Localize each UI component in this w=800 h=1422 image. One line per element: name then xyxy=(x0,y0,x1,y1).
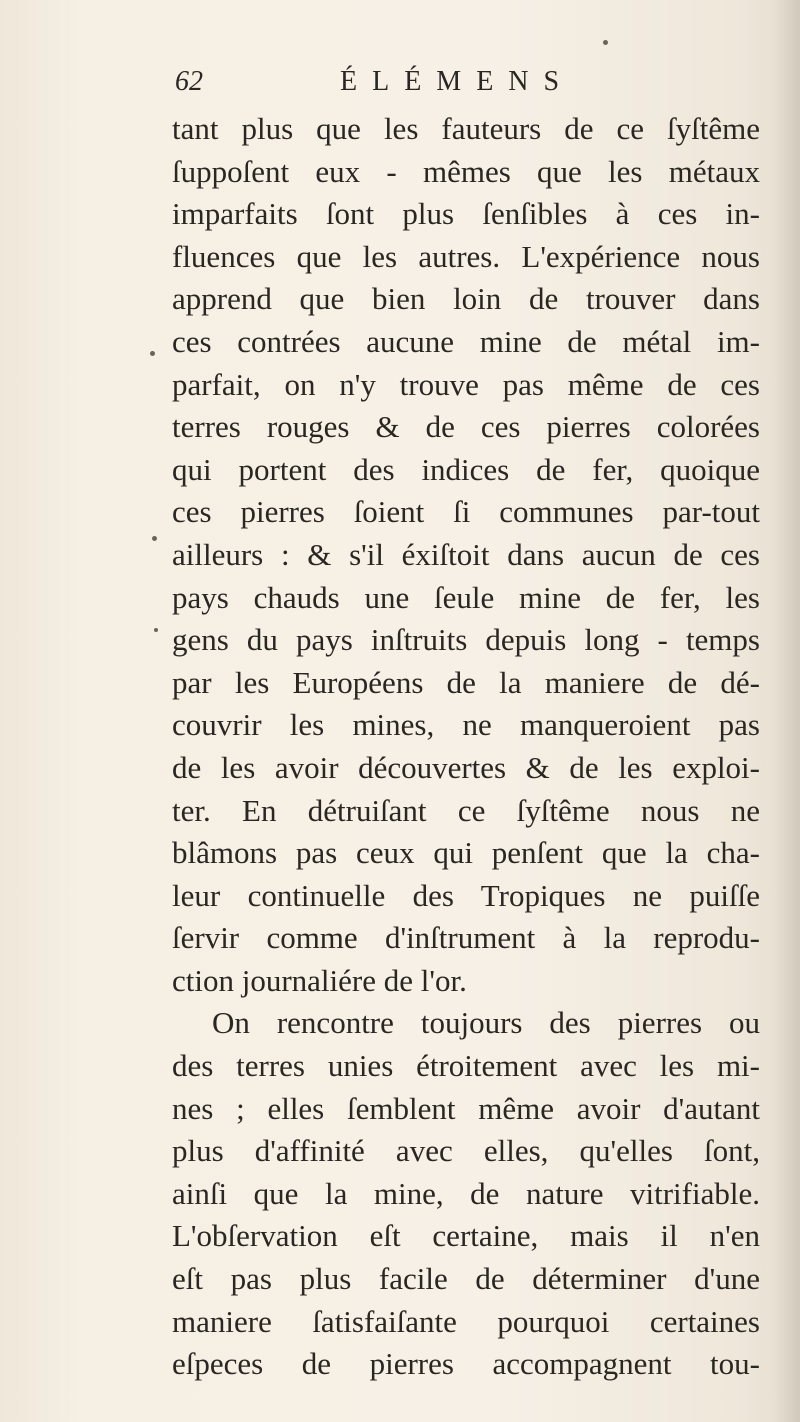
body-text xyxy=(172,108,760,1386)
page-header xyxy=(175,66,615,106)
text-line: des terres unies étroitement avec les mi- xyxy=(172,1048,760,1084)
text-line: qui portent des indices de fer, quoique xyxy=(172,451,760,487)
margin-mark xyxy=(603,40,608,45)
text-line: fluences que les autres. L'expérience nous xyxy=(172,238,760,274)
text-line: gens du pays inſtruits depuis long - temps xyxy=(172,622,760,658)
text-line: ter. En détruiſant ce ſyſtême nous ne xyxy=(172,792,760,828)
margin-mark xyxy=(152,536,157,541)
paragraph-end-line: ction journaliére de l'or. xyxy=(172,962,467,998)
text-line: plus d'affinité avec elles, qu'elles ſont, xyxy=(172,1133,760,1169)
text-line: nes ; elles ſemblent même avoir d'autant xyxy=(172,1090,760,1126)
text-line: pays chauds une ſeule mine de fer, les xyxy=(172,579,760,615)
text-line: eſt pas plus facile de déterminer d'une xyxy=(172,1261,760,1297)
text-line: leur continuelle des Tropiques ne puiſſe xyxy=(172,877,760,913)
text-line: terres rouges & de ces pierres colorées xyxy=(172,409,760,445)
text-line: couvrir les mines, ne manqueroient pas xyxy=(172,707,760,743)
page-number: 62 xyxy=(175,66,203,97)
text-line: par les Européens de la maniere de dé- xyxy=(172,664,760,700)
text-line: ſuppoſent eux - mêmes que les métaux xyxy=(172,153,760,189)
margin-mark xyxy=(150,351,155,356)
page-edge-shadow xyxy=(774,0,800,1422)
text-line: apprend que bien loin de trouver dans xyxy=(172,281,760,317)
text-line: L'obſervation eſt certaine, mais il n'en xyxy=(172,1218,760,1254)
text-line: ces pierres ſoient ſi communes par-tout xyxy=(172,494,760,530)
text-line: eſpeces de pierres accompagnent tou- xyxy=(172,1346,760,1382)
text-line: ailleurs : & s'il éxiſtoit dans aucun de ces xyxy=(172,536,760,572)
margin-mark xyxy=(154,628,158,632)
text-line: parfait, on n'y trouve pas même de ces xyxy=(172,366,760,402)
text-line: tant plus que les fauteurs de ce ſyſtême xyxy=(172,111,760,146)
text-line: maniere ſatisfaiſante pourquoi certaines xyxy=(172,1303,760,1339)
running-title: ÉLÉMENS xyxy=(340,66,575,97)
text-line: ainſi que la mine, de nature vitrifiable. xyxy=(172,1175,760,1211)
text-line: blâmons pas ceux qui penſent que la cha- xyxy=(172,835,760,871)
text-line: imparfaits ſont plus ſenſibles à ces in- xyxy=(172,196,760,232)
text-line: ces contrées aucune mine de métal im- xyxy=(172,323,760,359)
text-line: ſervir comme d'inſtrument à la reprodu- xyxy=(172,920,760,956)
paragraph-start-line: On rencontre toujours des pierres ou xyxy=(212,1005,760,1041)
text-line: de les avoir découvertes & de les exploi- xyxy=(172,749,760,785)
